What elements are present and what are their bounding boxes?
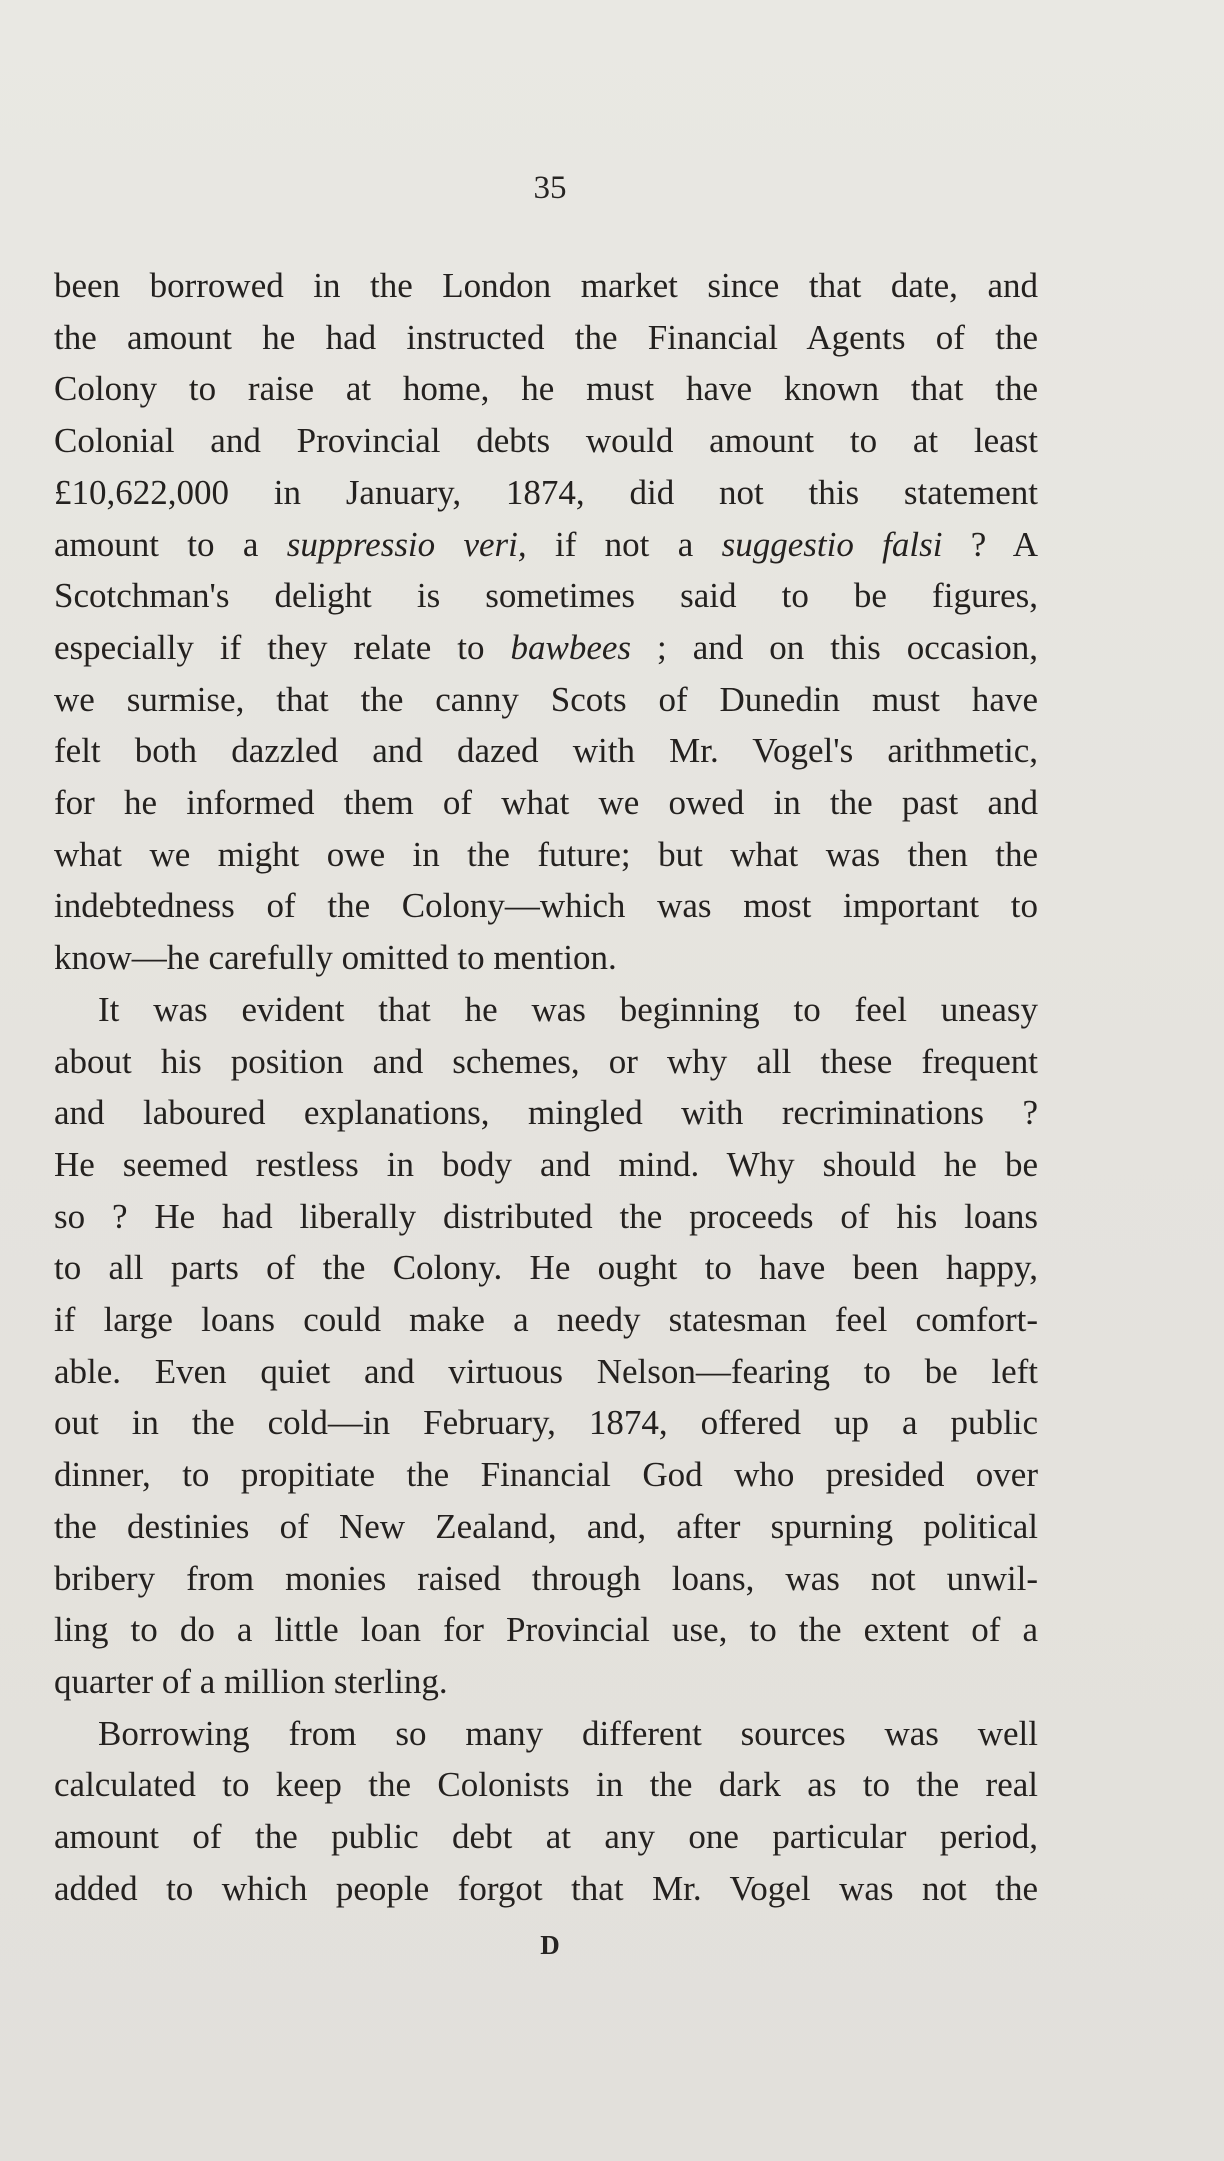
text-segment: especially if they relate to <box>54 627 511 667</box>
scots-word: bawbees <box>510 627 632 667</box>
text-line: bribery from monies raised through loans, was not unwil- <box>54 1558 1038 1598</box>
latin-phrase: suppressio veri, <box>286 524 527 564</box>
text-segment: ; and on this occasion, <box>631 627 1038 667</box>
text-line-latin <box>54 519 1038 571</box>
text-line: Borrowing from so many different sources was well <box>98 1713 1038 1753</box>
text-line: what we might owe in the future; but what was then the <box>54 834 1038 874</box>
text-line: calculated to keep the Colonists in the dark as to the real <box>54 1765 1038 1805</box>
text-line: He seemed restless in body and mind. Why should he be <box>54 1144 1038 1184</box>
text-line: so ? He had liberally distributed the proceeds of his loans <box>54 1196 1038 1236</box>
text-line: Colony to raise at home, he must have known that the <box>54 369 1038 409</box>
body-text <box>54 260 1038 1915</box>
text-line: Scotchman's delight is sometimes said to be figures, <box>54 576 1038 616</box>
text-line-bawbees <box>54 622 1038 674</box>
text-line: know—he carefully omitted to mention. <box>54 938 617 978</box>
text-line: Colonial and Provincial debts would amount to at least <box>54 421 1038 461</box>
text-line: to all parts of the Colony. He ought to have been happy, <box>54 1248 1038 1288</box>
text-line: added to which people forgot that Mr. Vogel was not the <box>54 1868 1038 1908</box>
text-line: dinner, to propitiate the Financial God who presided over <box>54 1455 1038 1495</box>
text-line: ling to do a little loan for Provincial use, to the extent of a <box>54 1610 1038 1650</box>
text-line: for he informed them of what we owed in the past and <box>54 783 1038 823</box>
latin-phrase: suggestio falsi <box>721 524 943 564</box>
text-line: been borrowed in the London market since that date, and <box>54 266 1038 305</box>
page-number: 35 <box>533 170 567 206</box>
text-line: the destinies of New Zealand, and, after spurning political <box>54 1506 1038 1546</box>
text-line: felt both dazzled and dazed with Mr. Vogel's arithmetic, <box>54 731 1038 771</box>
text-line: if large loans could make a needy statesman feel comfort- <box>54 1300 1038 1340</box>
text-line: we surmise, that the canny Scots of Dunedin must have <box>54 679 1038 719</box>
text-line: about his position and schemes, or why all these frequent <box>54 1041 1038 1081</box>
text-segment: ? A <box>942 524 1038 564</box>
text-line: the amount he had instructed the Financial Agents of the <box>54 317 1038 357</box>
text-line: £10,622,000 in January, 1874, did not this statement <box>54 472 1038 512</box>
signature-mark: D <box>540 1930 560 1960</box>
text-line: out in the cold—in February, 1874, offered up a public <box>54 1403 1038 1443</box>
text-line: quarter of a million sterling. <box>54 1661 448 1701</box>
paragraph-3 <box>54 1708 1038 1915</box>
text-line: and laboured explanations, mingled with recriminations ? <box>54 1093 1038 1133</box>
text-line: It was evident that he was beginning to feel uneasy <box>98 989 1038 1029</box>
text-line: amount of the public debt at any one particular period, <box>54 1817 1038 1857</box>
text-segment: amount to a <box>54 524 287 564</box>
paragraph-2 <box>54 984 1038 1708</box>
text-line: able. Even quiet and virtuous Nelson—fearing to be left <box>54 1351 1038 1391</box>
paragraph-1 <box>54 260 1038 984</box>
text-line: indebtedness of the Colony—which was most important to <box>54 886 1038 926</box>
text-segment: if not a <box>526 524 722 564</box>
